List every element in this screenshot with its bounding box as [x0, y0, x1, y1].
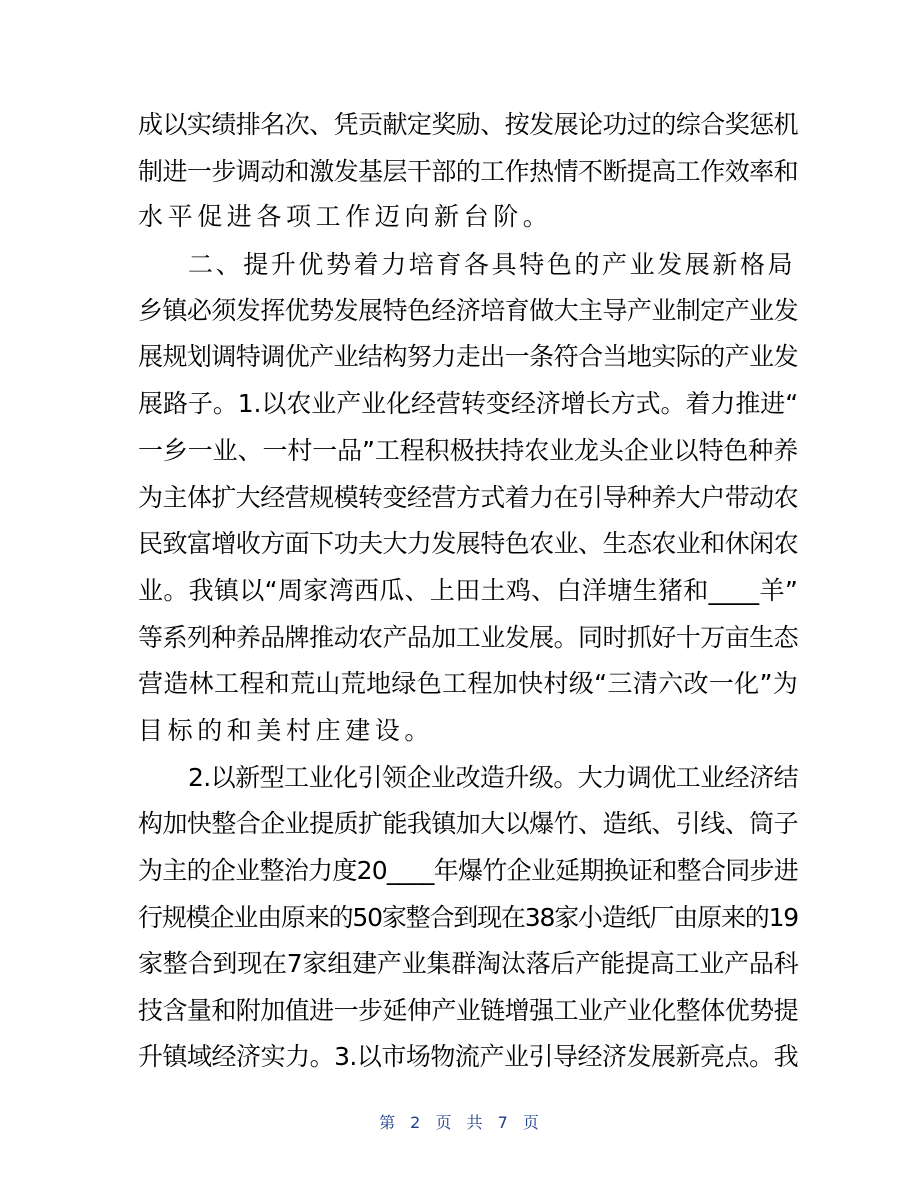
- body-line: 展规划调特调优产业结构努力走出一条符合当地实际的产业发: [138, 342, 798, 371]
- body-line: 一乡一业、一村一品”工程积极扶持农业龙头企业以特色种养: [138, 436, 798, 465]
- body-line: 成以实绩排名次、凭贡献定奖励、按发展论功过的综合奖惩机: [138, 110, 798, 139]
- body-line: 业。我镇以“周家湾西瓜、上田土鸡、白洋塘生猪和____羊”: [138, 576, 798, 605]
- body-line: 构加快整合企业提质扩能我镇加大以爆竹、造纸、引线、筒子: [138, 809, 798, 838]
- body-line: 升镇域经济实力。3.以市场物流产业引导经济发展新亮点。我: [138, 1042, 798, 1071]
- body-line: 等系列种养品牌推动农产品加工业发展。同时抓好十万亩生态: [138, 623, 798, 652]
- body-line: 2.以新型工业化引领企业改造升级。大力调优工业经济结: [188, 763, 798, 792]
- body-line: 为主的企业整治力度20____年爆竹企业延期换证和整合同步进: [138, 856, 798, 885]
- body-line: 技含量和附加值进一步延伸产业链增强工业产业化整体优势提: [138, 996, 798, 1025]
- body-line: 乡镇必须发挥优势发展特色经济培育做大主导产业制定产业发: [138, 296, 798, 325]
- body-line: 营造林工程和荒山荒地绿色工程加快村级“三清六改一化”为: [138, 669, 798, 698]
- body-line: 行规模企业由原来的50家整合到现在38家小造纸厂由原来的19: [138, 903, 798, 932]
- body-line: 制进一步调动和激发基层干部的工作热情不断提高工作效率和: [138, 157, 798, 186]
- body-line: 家整合到现在7家组建产业集群淘汰落后产能提高工业产品科: [138, 949, 799, 978]
- page-number-footer: 第 2 页 共 7 页: [379, 1113, 541, 1132]
- body-line: 展路子。1.以农业产业化经营转变经济增长方式。着力推进“: [138, 389, 798, 418]
- body-line: 水平促进各项工作迈向新台阶。: [138, 202, 553, 231]
- body-line: 为主体扩大经营规模转变经营方式着力在引导种养大户带动农: [138, 483, 798, 512]
- section-heading: 二、提升优势着力培育各具特色的产业发展新格局: [188, 250, 796, 279]
- body-line: 民致富增收方面下功夫大力发展特色农业、生态农业和休闲农: [138, 529, 798, 558]
- body-line: 目标的和美村庄建设。: [138, 716, 435, 745]
